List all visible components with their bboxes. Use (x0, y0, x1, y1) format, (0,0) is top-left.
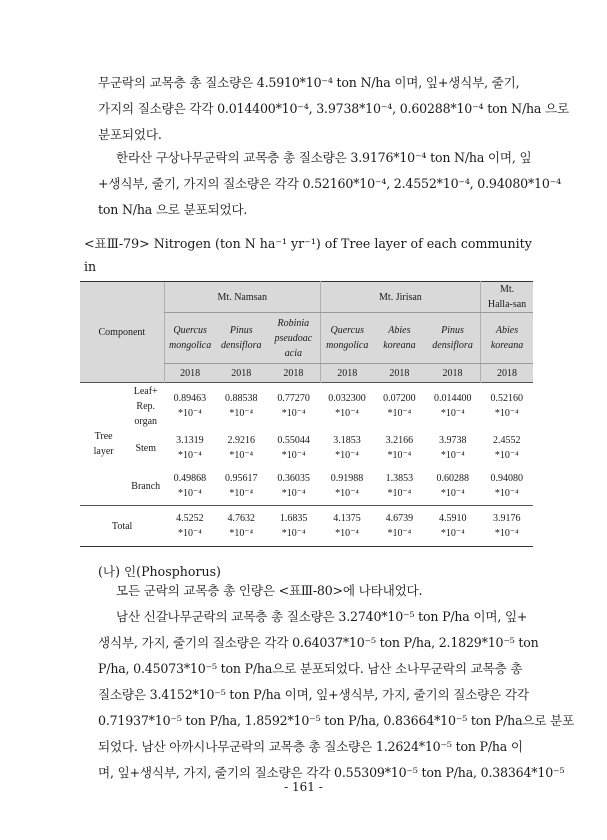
year-header: 2018 (231, 367, 252, 379)
table-cell: 0.60288 *10⁻⁴ (436, 473, 470, 499)
table-cell: 1.6835 *10⁻⁴ (267, 506, 320, 547)
table-cell: 0.36035 *10⁻⁴ (277, 473, 310, 499)
species-header: Pinus densiflora (216, 313, 267, 364)
text-line: 한라산 구상나무군락의 교목층 총 질소량은 3.9176*10⁻⁴ ton N/ha 이며, 잎 (116, 150, 532, 165)
table-cell: 0.89463 *10⁻⁴ (164, 383, 215, 430)
paragraph-phosphorus-intro (98, 578, 530, 604)
table-cell: 4.5910 *10⁻⁴ (425, 506, 480, 547)
table-cell: 0.014400 *10⁻⁴ (425, 383, 480, 430)
table-cell: 0.95617 *10⁻⁴ (224, 473, 258, 499)
table-cell: 4.6739 *10⁻⁴ (374, 506, 425, 547)
year-header: 2018 (389, 367, 410, 379)
year-header: 2018 (267, 364, 320, 383)
text-line: 생식부, 가지, 줄기의 질소량은 각각 0.64037*10⁻⁵ ton P/ha, 2.1829*10⁻⁵ ton (98, 635, 539, 650)
text-line: 남산 신갈나무군락의 교목층 총 질소량은 3.2740*10⁻⁵ ton P/ha 이며, 잎+ (116, 609, 528, 624)
site-hallasan: Mt. Halla-san (481, 282, 533, 313)
table-cell: 0.49868 *10⁻⁴ (173, 473, 207, 499)
table-cell: 0.88538 *10⁻⁴ (216, 383, 267, 430)
year-header: 2018 (425, 364, 480, 383)
table-cell: 0.77270 *10⁻⁴ (267, 383, 320, 430)
table-cell: 3.9176 *10⁻⁴ (481, 506, 533, 547)
text-line: 0.71937*10⁻⁵ ton P/ha, 1.8592*10⁻⁵ ton P/ha, 0.83664*10⁻⁵ ton P/ha으로 분포 (98, 713, 575, 728)
site-namsan: Mt. Namsan (164, 282, 320, 313)
year-header: 2018 (337, 367, 358, 379)
row-label-branch: Branch (131, 480, 161, 492)
site-jirisan: Mt. Jirisan (320, 282, 480, 313)
total-label: Total (80, 506, 164, 547)
paragraph-phosphorus-namsan (98, 604, 575, 786)
text-line: +생식부, 줄기, 가지의 질소량은 각각 0.52160*10⁻⁴, 2.4552*10⁻⁴, 0.94080*10⁻⁴ (98, 176, 561, 191)
caption-line-1: <표Ⅲ-79> Nitrogen (ton N ha⁻¹ yr⁻¹) of Tree layer of each community in (84, 236, 532, 274)
paragraph-nitrogen-hallasan (98, 145, 561, 223)
page-number: - 161 - (284, 780, 323, 794)
species-header: Robinia pseudoac acia (267, 313, 320, 364)
text-line: ton N/ha 으로 분포되었다. (98, 202, 248, 217)
text-line: 가지의 질소량은 각각 0.014400*10⁻⁴, 3.9738*10⁻⁴, 0.60288*10⁻⁴ ton N/ha 으로 (98, 101, 569, 116)
paragraph-nitrogen-jirisan (98, 70, 569, 148)
species-header: Abies koreana (481, 313, 533, 364)
table-cell: 2.9216 *10⁻⁴ (227, 435, 255, 461)
table-cell: 0.55044 *10⁻⁴ (277, 435, 310, 461)
table-cell: 0.91988 *10⁻⁴ (330, 473, 364, 499)
table-cell: 2.4552 *10⁻⁴ (493, 435, 521, 461)
text-line: P/ha, 0.45073*10⁻⁵ ton P/ha으로 분포되었다. 남산 소나무군락의 교목층 총 (98, 661, 523, 676)
table-cell: 1.3853 *10⁻⁴ (385, 473, 414, 499)
component-header: Component (80, 282, 164, 383)
table-cell: 0.07200 *10⁻⁴ (374, 383, 425, 430)
table-cell: 3.1319 *10⁻⁴ (176, 435, 204, 461)
species-header: Abies koreana (374, 313, 425, 364)
table-cell: 3.2166 *10⁻⁴ (385, 435, 414, 461)
year-header: 2018 (497, 367, 518, 379)
table-cell: 4.1375 *10⁻⁴ (320, 506, 373, 547)
text-line: 분포되었다. (98, 127, 162, 142)
caption-line-2: the study area (144, 282, 236, 297)
table-cell: 4.7632 *10⁻⁴ (216, 506, 267, 547)
tree-layer-label: Tree layer (80, 383, 127, 506)
year-header: 2018 (164, 364, 215, 383)
species-header: Pinus densiflora (425, 313, 480, 364)
table-cell: 0.52160 *10⁻⁴ (481, 383, 533, 430)
section-subheading: (나) 인(Phosphorus) (98, 564, 221, 579)
table-cell: 3.1853 *10⁻⁴ (333, 435, 361, 461)
text-line: 되었다. 남산 아까시나무군락의 교목층 총 질소량은 1.2624*10⁻⁵ ton P/ha 이 (98, 739, 523, 754)
species-header: Quercus mongolica (164, 313, 215, 364)
species-header: Quercus mongolica (320, 313, 373, 364)
table-cell: 4.5252 *10⁻⁴ (164, 506, 215, 547)
row-label-stem: Stem (135, 442, 156, 454)
text-line: 무군락의 교목층 총 질소량은 4.5910*10⁻⁴ ton N/ha 이며, 잎+생식부, 줄기, (98, 75, 520, 90)
text-line: 질소량은 3.4152*10⁻⁵ ton P/ha 이며, 잎+생식부, 가지, 줄기의 질소량은 각각 (98, 687, 529, 702)
table-cell: 0.94080 *10⁻⁴ (490, 473, 524, 499)
row-label-leaf: Leaf+ Rep. organ (127, 383, 164, 430)
nitrogen-table (80, 281, 533, 547)
text-line: 모든 군락의 교목층 총 인량은 <표Ⅲ-80>에 나타내었다. (116, 583, 423, 598)
text-line: 며, 잎+생식부, 가지, 줄기의 질소량은 각각 0.55309*10⁻⁵ ton P/ha, 0.38364*10⁻⁵ (98, 765, 565, 780)
table-cell: 0.032300 *10⁻⁴ (320, 383, 373, 430)
table-cell: 3.9738 *10⁻⁴ (439, 435, 467, 461)
